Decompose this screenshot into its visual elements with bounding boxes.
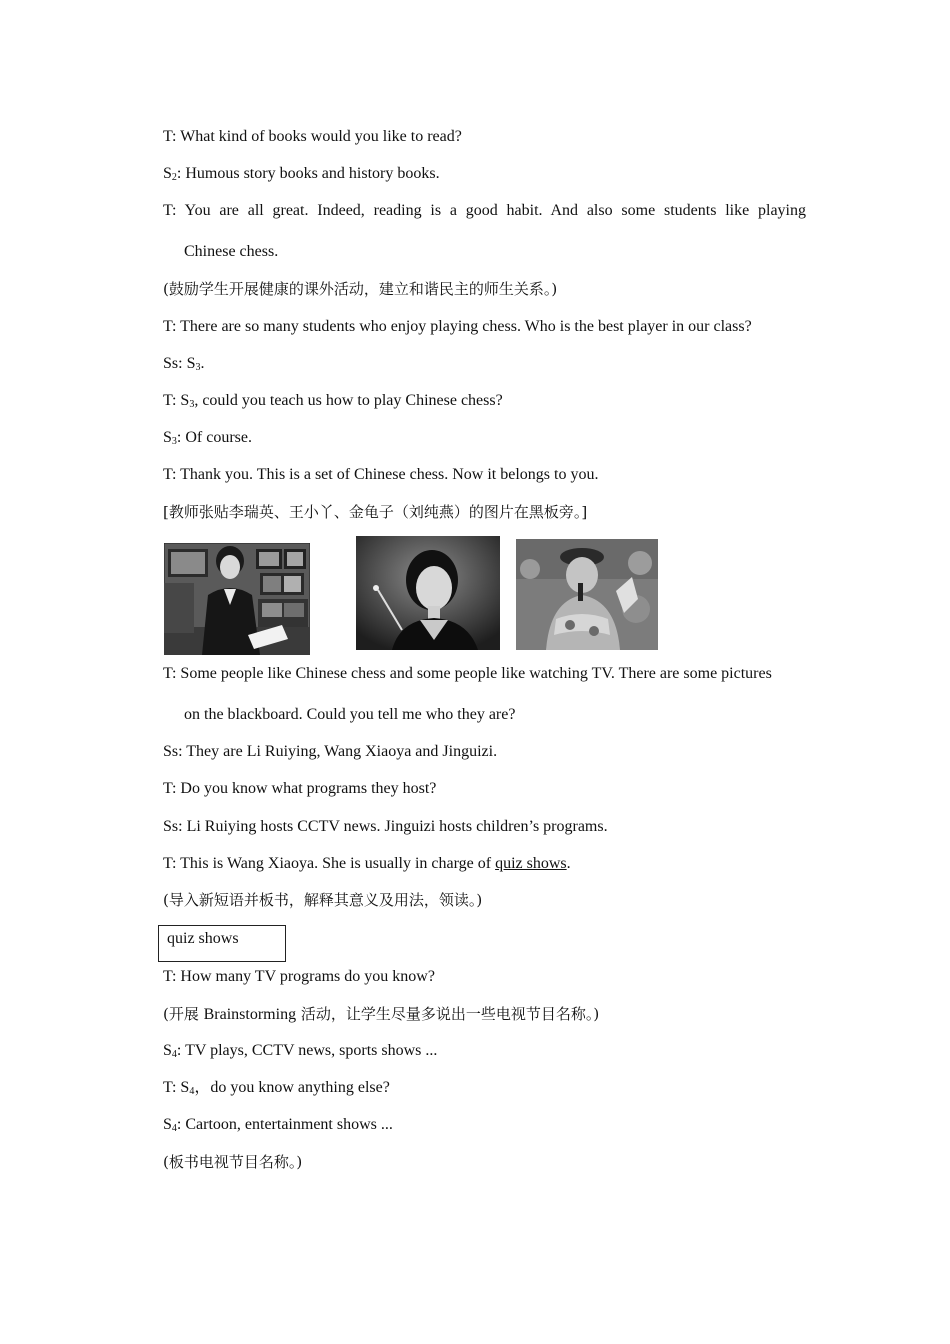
line-text: T: This is Wang Xiaoya. She is usually in charge of bbox=[163, 855, 496, 872]
speaker: T: S bbox=[163, 1079, 190, 1096]
line-19 bbox=[163, 1041, 437, 1061]
subscript: 4 bbox=[171, 1049, 177, 1060]
photo-jinguizi-image bbox=[516, 539, 658, 650]
speaker: S bbox=[163, 165, 172, 182]
line-5: T: There are so many students who enjoy playing chess. Who is the best player in our class? bbox=[163, 318, 752, 335]
line-9: T: Thank you. This is a set of Chinese chess. Now it belongs to you. bbox=[163, 466, 599, 483]
line-text: . bbox=[566, 855, 571, 872]
line-3b: Chinese chess. bbox=[184, 243, 279, 260]
line-text: : TV plays, CCTV news, sports shows ... bbox=[176, 1042, 438, 1059]
line-11a: T: Some people like Chinese chess and some people like watching TV. There are some pictures bbox=[163, 665, 772, 682]
line-text: Brainstorming bbox=[203, 1006, 297, 1023]
line-8 bbox=[163, 428, 252, 448]
speaker: T: S bbox=[163, 392, 190, 409]
line-text: : Cartoon, entertainment shows ... bbox=[176, 1116, 393, 1133]
line-text: . bbox=[200, 355, 205, 372]
line-text: , could you teach us how to play Chinese chess? bbox=[194, 392, 503, 409]
line-15 bbox=[163, 854, 571, 874]
photo-wang-xiaoya-image bbox=[356, 536, 500, 650]
line-14: Ss: Li Ruiying hosts CCTV news. Jinguizi hosts children’s programs. bbox=[163, 818, 608, 835]
line-text: : Of course. bbox=[176, 429, 252, 446]
underlined-phrase: quiz shows bbox=[495, 855, 567, 872]
photo-li-ruiying-image bbox=[164, 543, 310, 655]
line-7 bbox=[163, 391, 503, 411]
subscript: 2 bbox=[171, 172, 177, 183]
speaker: S bbox=[163, 429, 172, 446]
subscript: 4 bbox=[171, 1123, 177, 1134]
line-3a: T: You are all great. Indeed, reading is a good habit. And also some students like playing bbox=[163, 202, 806, 219]
photo-jinguizi bbox=[516, 539, 658, 650]
line-21 bbox=[163, 1115, 393, 1135]
blackboard-box bbox=[158, 925, 286, 962]
subscript: 4 bbox=[189, 1086, 195, 1097]
line-text: 活动，让学生尽量多说出一些电视节目名称。) bbox=[296, 1005, 600, 1023]
line-4: (鼓励学生开展健康的课外活动，建立和谐民主的师生关系。) bbox=[163, 280, 558, 298]
box-text: quiz shows bbox=[167, 930, 239, 947]
speaker: S bbox=[163, 1116, 172, 1133]
line-1: T: What kind of books would you like to read? bbox=[163, 128, 462, 145]
line-text: (开展 bbox=[163, 1005, 204, 1023]
line-10: [教师张贴李瑞英、王小丫、金龟子（刘纯燕）的图片在黑板旁。] bbox=[163, 503, 588, 521]
subscript: 3 bbox=[171, 436, 177, 447]
speaker: S bbox=[163, 1042, 172, 1059]
subscript: 3 bbox=[189, 399, 195, 410]
photo-wang-xiaoya bbox=[356, 536, 500, 650]
line-11b: on the blackboard. Could you tell me who they are? bbox=[184, 706, 516, 723]
line-18 bbox=[163, 1004, 599, 1025]
line-16: (导入新短语并板书，解释其意义及用法，领读。) bbox=[163, 891, 483, 909]
line-6 bbox=[163, 354, 204, 374]
line-17: T: How many TV programs do you know? bbox=[163, 968, 435, 985]
photo-li-ruiying bbox=[164, 543, 310, 655]
line-12: Ss: They are Li Ruiying, Wang Xiaoya and Jinguizi. bbox=[163, 743, 498, 760]
line-2 bbox=[163, 164, 440, 184]
line-20 bbox=[163, 1078, 390, 1098]
line-text: ，do you know anything else? bbox=[194, 1079, 390, 1096]
speaker: Ss: S bbox=[163, 355, 196, 372]
line-13: T: Do you know what programs they host? bbox=[163, 780, 437, 797]
subscript: 3 bbox=[195, 362, 201, 373]
line-22: (板书电视节目名称。) bbox=[163, 1153, 303, 1171]
line-text: : Humous story books and history books. bbox=[176, 165, 440, 182]
